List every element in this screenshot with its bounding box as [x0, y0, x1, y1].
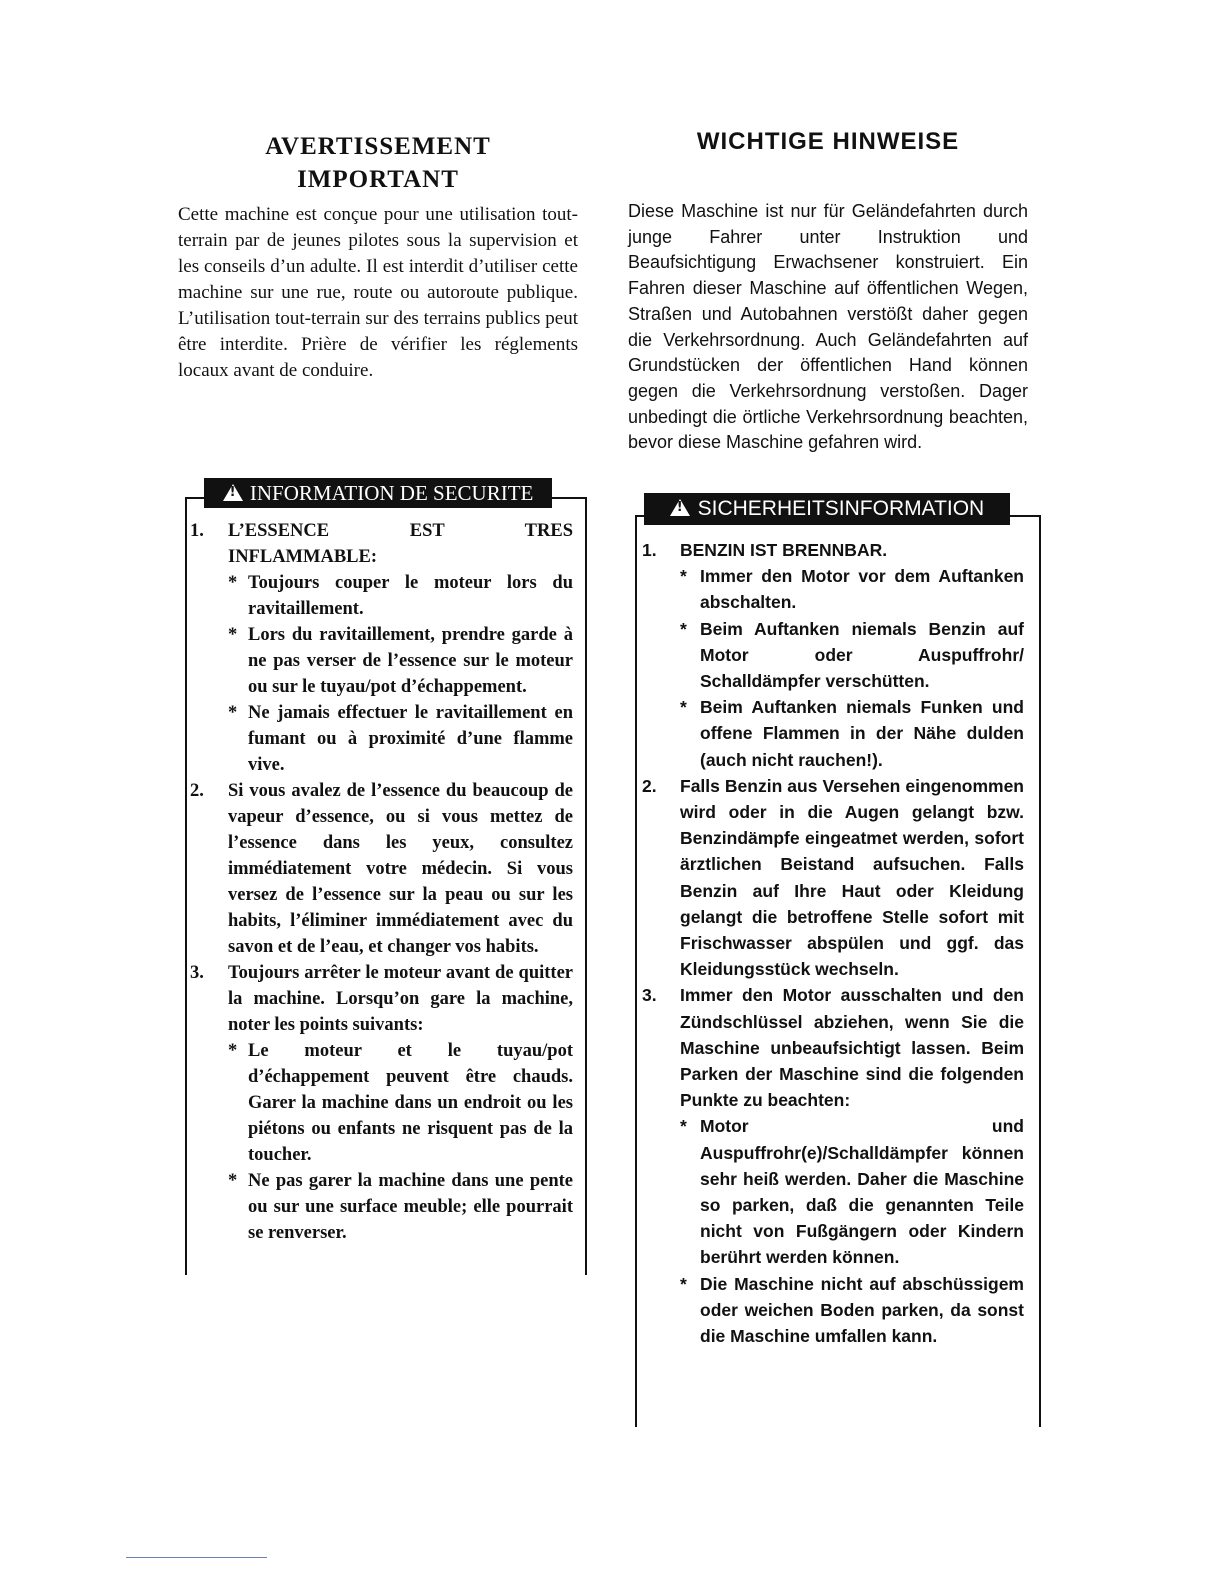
sub-list-item — [228, 700, 573, 778]
bullet-asterisk: * — [228, 703, 238, 723]
item-number: 2. — [190, 781, 204, 801]
list-item — [640, 982, 1024, 1349]
bullet-asterisk: * — [680, 618, 687, 639]
item-number: 1. — [642, 540, 657, 560]
bullet-asterisk: * — [680, 566, 687, 587]
french-title — [178, 130, 578, 196]
sub-item-text: Immer den Motor vor dem Auftanken abschalten. — [700, 566, 1024, 613]
french-title-line2: IMPORTANT — [297, 166, 459, 193]
sub-list — [680, 1113, 1024, 1349]
sub-list-item — [680, 1271, 1024, 1350]
warning-icon — [223, 484, 243, 501]
sub-list-item — [228, 1038, 573, 1168]
list-item — [188, 518, 573, 778]
sub-list-item — [680, 694, 1024, 773]
french-title-line1: AVERTISSEMENT — [265, 133, 491, 160]
german-banner-label: SICHERHEITSINFORMATION — [697, 497, 985, 520]
french-safety-list — [188, 518, 573, 1246]
footer-rule — [126, 1557, 267, 1558]
item-number: 3. — [190, 963, 204, 983]
sub-list-item — [680, 563, 1024, 615]
sub-item-text: Ne jamais effectuer le ravitaillement en fumant ou à proximité d’une flamme vive. — [248, 703, 573, 775]
sub-list-item — [228, 622, 573, 700]
french-banner-label: INFORMATION DE SECURITE — [249, 481, 534, 505]
sub-item-text: Lors du ravitaillement, prendre garde à ne pas verser de l’essence sur le moteur ou sur le tuyau/pot d’échappement. — [248, 625, 573, 697]
sub-item-text: Beim Auftanken niemals Benzin auf Motor oder Auspuffrohr/ Schalldämpfer verschütten. — [700, 618, 1024, 692]
german-safety-banner — [644, 493, 1010, 525]
bullet-asterisk: * — [680, 697, 687, 718]
bullet-asterisk: * — [228, 573, 238, 593]
item-text: L’ESSENCE EST TRES INFLAMMABLE: — [228, 521, 573, 567]
sub-list-item — [228, 570, 573, 622]
bullet-asterisk: * — [680, 1273, 687, 1294]
item-text: Si vous avalez de l’essence du beaucoup de vapeur d’essence, ou si vous mettez de l’essence dans les yeux, consultez immédiatement votre médecin. Si vous versez de l’essence sur la peau ou sur les habits, l’éliminer immédiatement avec du savon et de l’eau, et changer vos habits. — [228, 781, 573, 957]
item-text: Immer den Motor ausschalten und den Zündschlüssel abziehen, wenn Sie die Maschine unbeaufsichtigt lassen. Beim Parken der Maschine sind die folgenden Punkte zu beachten: — [680, 985, 1024, 1111]
list-item — [640, 773, 1024, 983]
list-item — [640, 537, 1024, 773]
bullet-asterisk: * — [228, 1171, 238, 1191]
sub-item-text: Ne pas garer la machine dans une pente ou sur une surface meuble; elle pourrait se renverser. — [248, 1171, 573, 1243]
sub-list — [228, 570, 573, 778]
item-text: Falls Benzin aus Versehen eingenommen wird oder in die Augen gelangt bzw. Benzindämpfe eingeatmet werden, sofort ärztlichen Beistand aufsuchen. Falls Benzin auf Ihre Haut oder Kleidung gelangt die betroffene Stelle sofort mit Frischwasser abspülen und ggf. das Kleidungsstück wechseln. — [680, 775, 1024, 980]
bullet-asterisk: * — [680, 1116, 687, 1137]
sub-list — [680, 563, 1024, 773]
list-item — [188, 960, 573, 1246]
sub-list-item — [680, 616, 1024, 695]
item-number: 1. — [190, 521, 204, 541]
list-item — [188, 778, 573, 960]
bullet-asterisk: * — [228, 1041, 238, 1061]
french-safety-banner — [204, 478, 552, 508]
warning-icon — [670, 499, 690, 516]
german-intro: Diese Maschine ist nur für Geländefahrten durch junge Fahrer unter Instruktion und Beaufsichtigung Erwachsener konstruiert. Ein Fahren dieser Maschine auf öffentlichen Wegen, Straßen und Autobahnen verstößt daher gegen die Verkehrsordnung. Auch Geländefahrten auf Grundstücken der öffentlichen Hand können gegen die Verkehrsordnung verstoßen. Dager unbedingt die örtliche Verkehrsordnung beachten, bevor diese Maschine gefahren wird. — [628, 201, 1028, 453]
sub-list-item — [228, 1168, 573, 1246]
sub-item-text: Beim Auftanken niemals Funken und offene Flammen in der Nähe dulden (auch nicht rauchen!). — [700, 697, 1024, 770]
german-safety-list — [640, 537, 1024, 1349]
item-number: 3. — [642, 985, 657, 1006]
bullet-asterisk: * — [228, 625, 238, 645]
item-text: Toujours arrêter le moteur avant de quitter la machine. Lorsqu’on gare la machine, noter les points suivants: — [228, 963, 573, 1035]
german-title: WICHTIGE HINWEISE — [696, 128, 960, 155]
sub-item-text: Die Maschine nicht auf abschüssigem oder weichen Boden parken, da sonst die Maschine umfallen kann. — [700, 1273, 1024, 1347]
sub-list-item — [680, 1113, 1024, 1270]
item-number: 2. — [642, 775, 657, 796]
item-text: BENZIN IST BRENNBAR. — [680, 540, 888, 560]
sub-list — [228, 1038, 573, 1246]
sub-item-text: Motor und Auspuffrohr(e)/Schalldämpfer können sehr heiß werden. Daher die Maschine so parken, daß die genannten Teile nicht von Fußgängern oder Kindern berührt werden können. — [700, 1116, 1024, 1268]
sub-item-text: Toujours couper le moteur lors du ravitaillement. — [248, 573, 573, 619]
french-intro: Cette machine est conçue pour une utilisation tout-terrain par de jeunes pilotes sous la supervision et les conseils d’un adulte. Il est interdit d’utiliser cette machine sur une rue, route ou autoroute publique. L’utilisation tout-terrain sur des terrains publics peut être interdite. Prière de vérifier les réglements locaux avant de conduire. — [178, 204, 578, 381]
sub-item-text: Le moteur et le tuyau/pot d’échappement peuvent être chauds. Garer la machine dans un endroit ou les piétons ou enfants ne risquent pas de la toucher. — [248, 1041, 573, 1165]
